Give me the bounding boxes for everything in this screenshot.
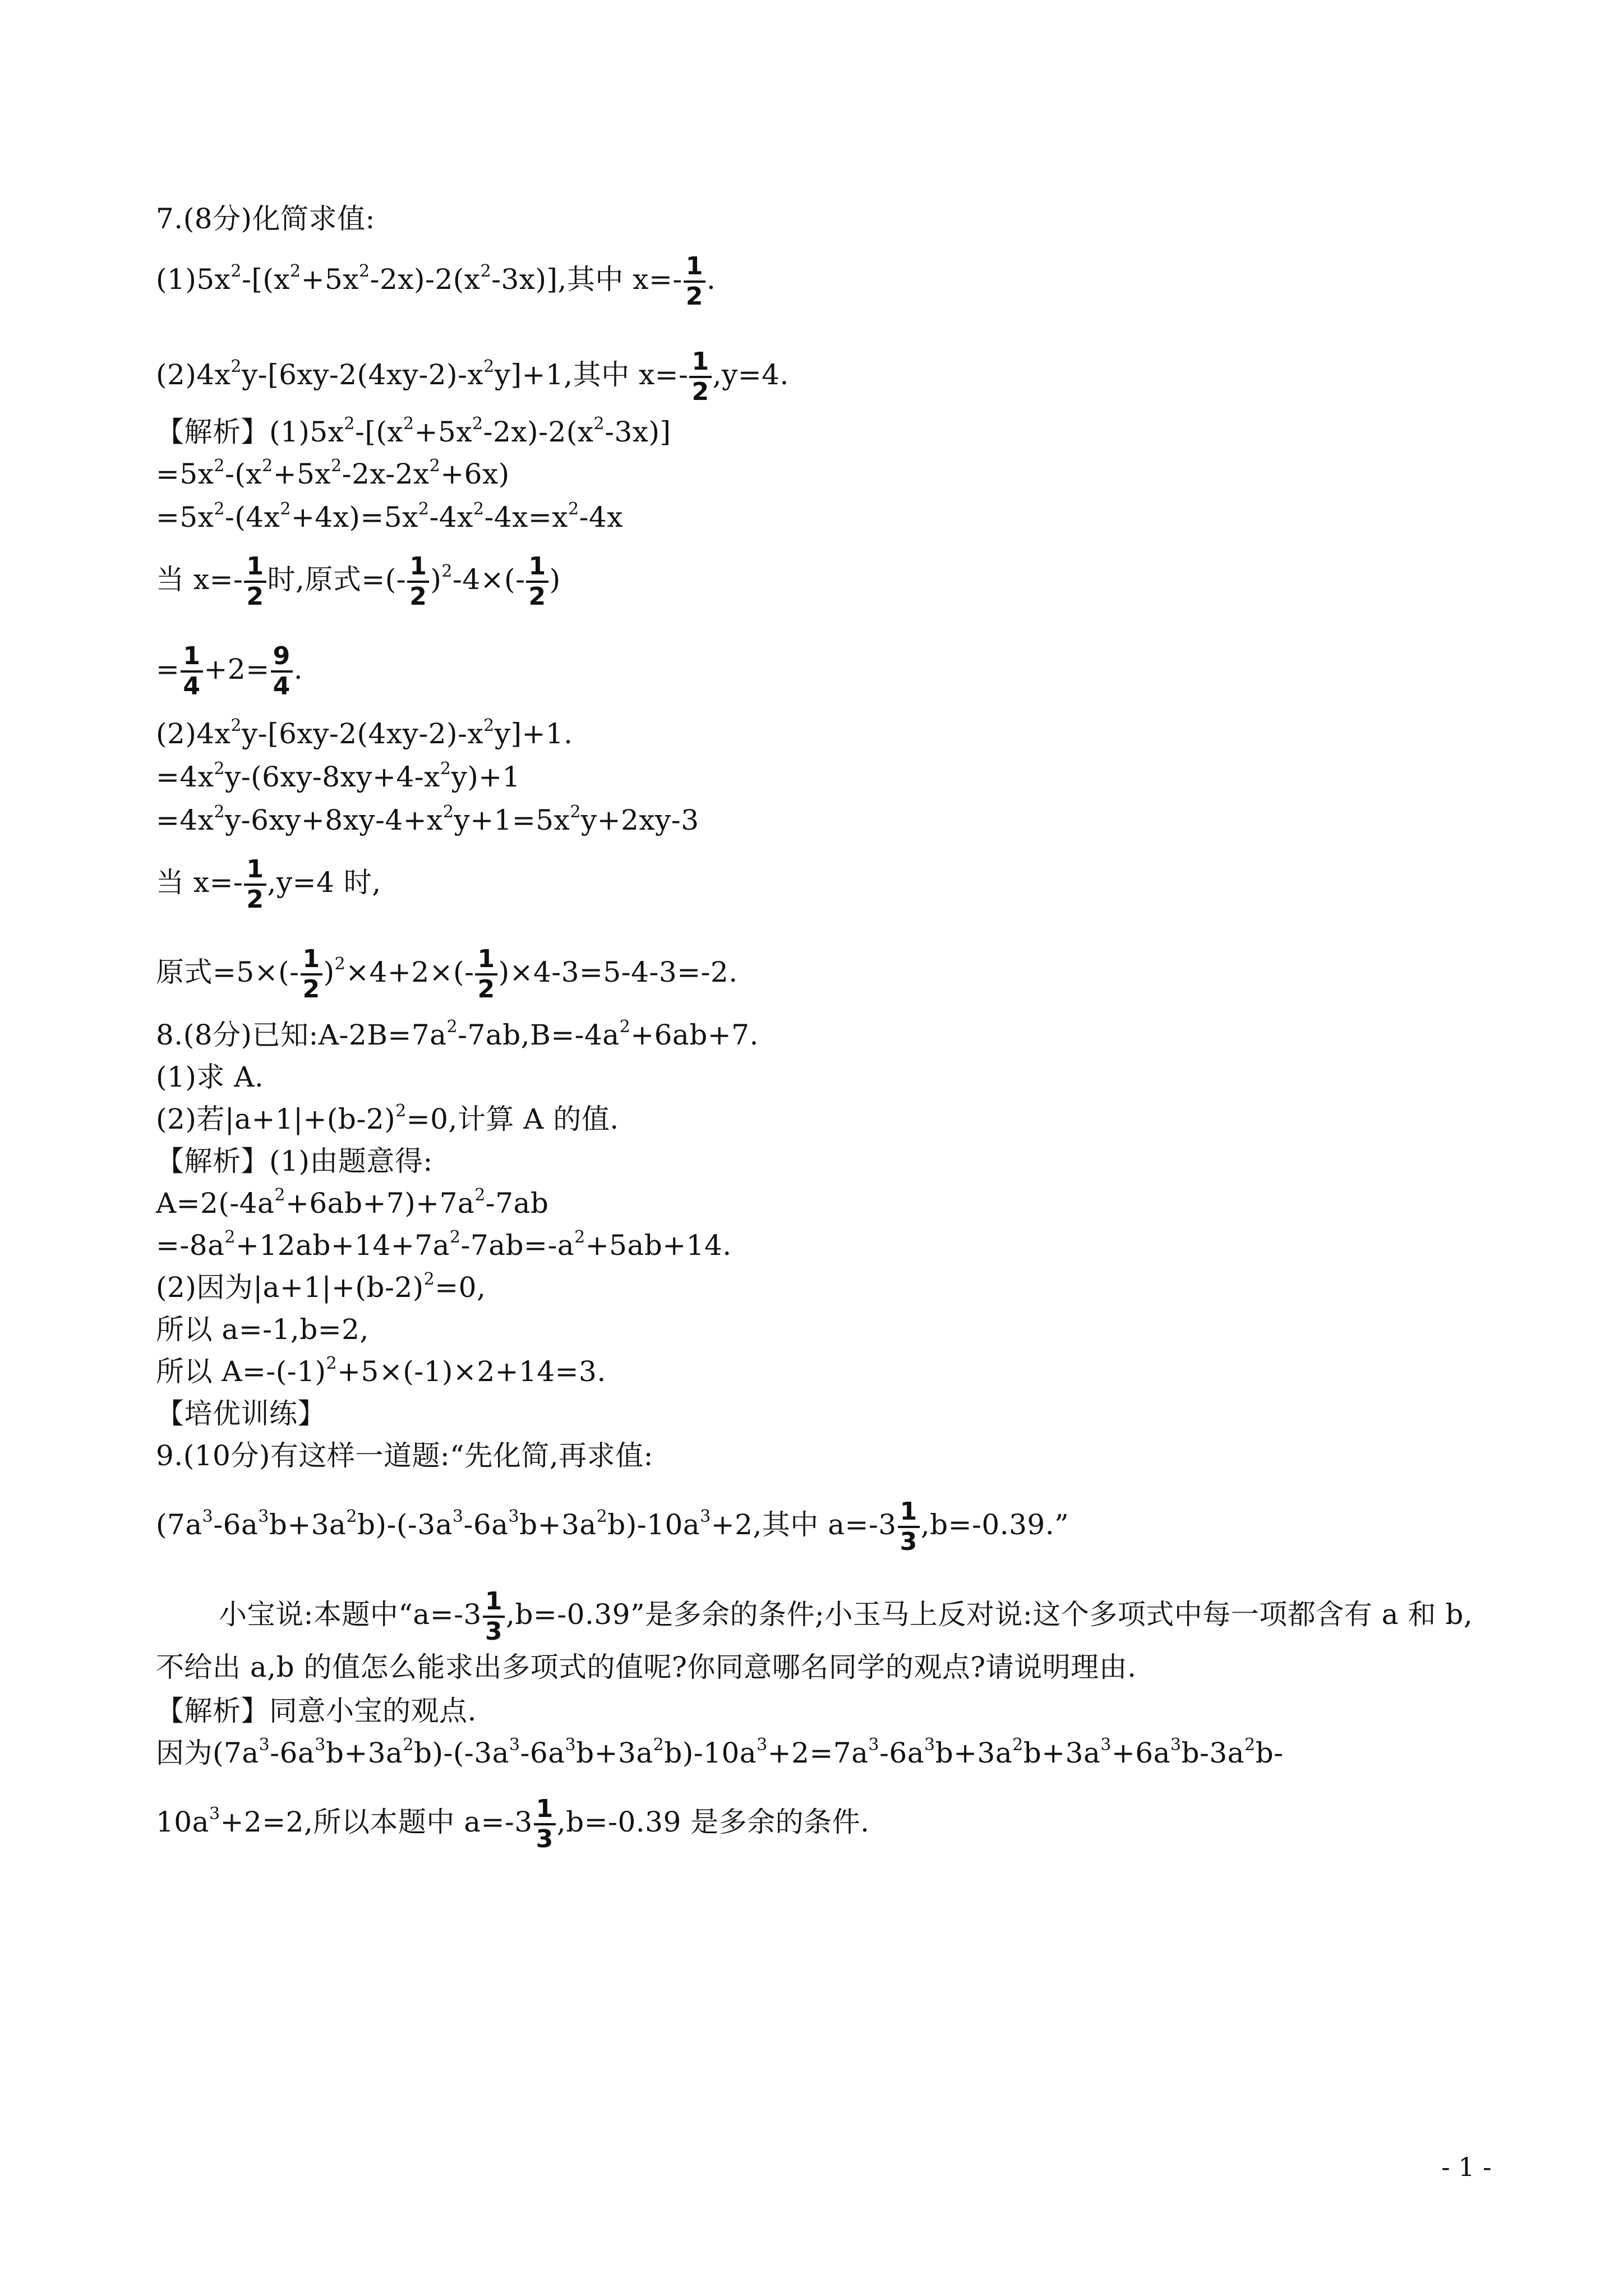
- q7-part1: $(1)5x^2-[(x^2+5x^2-2x)-2(x^2-3x)]$,其中 x=- $\frac{1}{2}$ .: [156, 252, 716, 311]
- fraction-nine-quarters: $\frac{9}{4}$: [271, 642, 293, 701]
- q7-solution-line7: $=4x^2y-(6xy-8xy+4-x^2y)+1$: [156, 759, 520, 793]
- q9-text-line2: 不给出 a,b 的值怎么能求出多项式的值呢?你同意哪名同学的观点?请说明理由.: [156, 1651, 1137, 1683]
- fraction-one-half: $\frac{1}{2}$: [684, 252, 706, 311]
- q9-solution-line1: 【解析】同意小宝的观点.: [156, 1695, 477, 1727]
- solution-label: 【解析】: [156, 416, 269, 448]
- q7-solution-line9: 当 x=- $\frac{1}{2}$ ,y=4 时,: [156, 855, 381, 914]
- fraction-one-third: $\frac{1}{3}$: [898, 1498, 920, 1556]
- q7-solution-line8: $=4x^2y-6xy+8xy-4+x^2y+1=5x^2y+2xy-3$: [156, 802, 699, 836]
- fraction-one-half: $\frac{1}{2}$: [244, 855, 266, 914]
- q8-solution-line1: 【解析】(1)由题意得:: [156, 1145, 433, 1177]
- fraction-one-half: $\frac{1}{2}$: [407, 553, 429, 611]
- q7-solution-line10: 原式=5×(- $\frac{1}{2}$ )$^2$×4+2×(- $\frac{1}{2}$ )×4-3=5-4-3=-2.: [156, 945, 738, 1004]
- fraction-one-half: $\frac{1}{2}$: [244, 553, 266, 611]
- q8-part1: (1)求 A.: [156, 1061, 264, 1093]
- q8-part2: (2)若$|a+1|+(b-2)^2=0$,计算 A 的值.: [156, 1101, 619, 1135]
- q9-solution-line2: 因为$(7a^3-6a^3b+3a^2b)-(-3a^3-6a^3b+3a^2b)-10a^3+2=7a^3-6a^3b+3a^2b+3a^3+6a^3b-3a^2b-$: [156, 1735, 1284, 1769]
- q9-expression: $(7a^3-6a^3b+3a^2b)-(-3a^3-6a^3b+3a^2b)-10a^3+2$,其中 a=-3 $\frac{1}{3}$ ,b=-0.39.”: [156, 1497, 1069, 1556]
- q7-title: 7.(8分)化简求值:: [156, 203, 375, 235]
- fraction-one-half: $\frac{1}{2}$: [689, 348, 711, 406]
- page-number: - 1 -: [1441, 2152, 1492, 2182]
- q8-solution-line5: 所以 a=-1,b=2,: [156, 1313, 369, 1346]
- q8-solution-line3: $=-8a^2+12ab+14+7a^2-7ab=-a^2+5ab+14$.: [156, 1227, 732, 1262]
- q8-solution-line4: (2)因为$|a+1|+(b-2)^2=0$,: [156, 1269, 486, 1304]
- fraction-one-half: $\frac{1}{2}$: [301, 945, 322, 1004]
- q8-title: 8.(8分)已知$:A-2B=7a^2-7ab,B=-4a^2+6ab+7$.: [156, 1017, 759, 1051]
- q9-title: 9.(10分)有这样一道题:“先化简,再求值:: [156, 1439, 653, 1472]
- q7-solution-line1: 【解析】$(1)5x^2-[(x^2+5x^2-2x)-2(x^2-3x)]$: [156, 414, 671, 448]
- section-heading: 【培优训练】: [156, 1397, 326, 1430]
- q7-solution-line4: 当 x=- $\frac{1}{2}$ 时,原式=(- $\frac{1}{2}$ )$^2$-4×(- $\frac{1}{2}$ ): [156, 552, 561, 611]
- q9-text-line1: 小宝说:本题中“a=-3 $\frac{1}{3}$ ,b=-0.39”是多余的条件;小玉马上反对说:这个多项式中每一项都含有 a 和 b,: [219, 1587, 1473, 1646]
- solution-label: 【解析】: [156, 1695, 269, 1727]
- q7-solution-line5: = $\frac{1}{4}$ +2= $\frac{9}{4}$ .: [156, 642, 303, 701]
- q7-solution-line3: $=5x^2-(4x^2+4x)=5x^2-4x^2-4x=x^2-4x$: [156, 499, 623, 533]
- q7-part2: $(2)4x^2y-[6xy-2(4xy-2)-x^2y]+1$,其中 x=- $\frac{1}{2}$ ,y=4.: [156, 347, 789, 406]
- q7-solution-line6: $(2)4x^2y-[6xy-2(4xy-2)-x^2y]+1$.: [156, 716, 573, 750]
- fraction-one-third: $\frac{1}{3}$: [483, 1588, 505, 1646]
- q9-solution-line3: $10a^3+2=2$,所以本题中 a=-3 $\frac{1}{3}$ ,b=-0.39 是多余的条件.: [156, 1795, 870, 1853]
- fraction-one-half: $\frac{1}{2}$: [526, 553, 548, 611]
- q8-solution-line2: $A=2(-4a^2+6ab+7)+7a^2-7ab$: [156, 1185, 549, 1220]
- q8-solution-line6: 所以 $A=-(-1)^2+5\times(-1)\times 2+14=3$.: [156, 1354, 606, 1388]
- solution-label: 【解析】: [156, 1145, 269, 1177]
- fraction-one-third: $\frac{1}{3}$: [534, 1795, 556, 1853]
- q7-solution-line2: $=5x^2-(x^2+5x^2-2x-2x^2+6x)$: [156, 456, 510, 490]
- fraction-one-half: $\frac{1}{2}$: [475, 945, 497, 1004]
- fraction-one-quarter: $\frac{1}{4}$: [181, 642, 202, 701]
